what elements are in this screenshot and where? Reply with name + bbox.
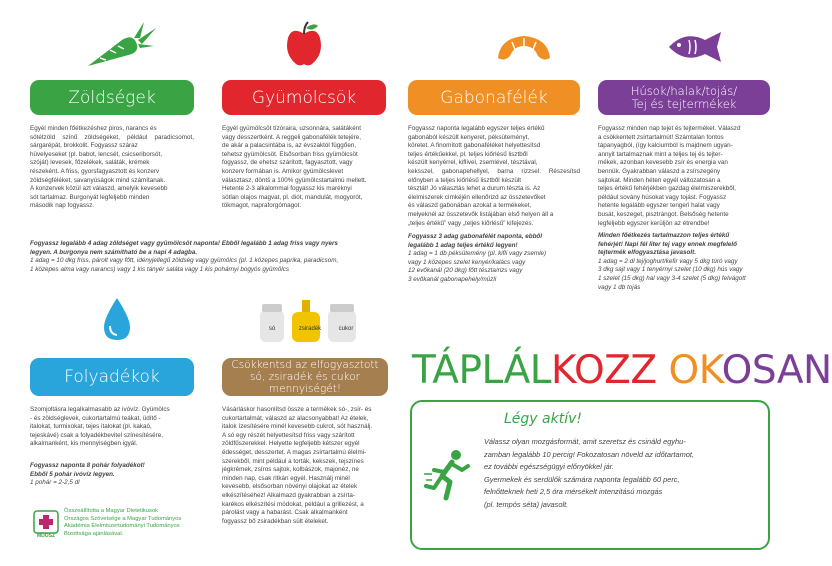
veg-fruit-recommendation: Fogyassz legalább 4 adag zöldséget vagy gyümölcsöt naponta! Ebből legalább 1 adag friss vagy nyers legyen. A burgonya nem számítható be a napi 4 adagba. 1 adag = 10 dkg friss, párolt vagy főtt, idényjellegű zöldség vagy gyümölcs (pl. 1 közepes paprika, paradicsom, 1 közepes alma vagy narancs) vagy 1 kis tányér saláta vagy 1 kis pohárnyi bogyós gyümölcs: [30, 240, 339, 273]
proteins-body: Fogyassz minden nap tejet és tejterméket. Válaszd a csökkentett zsírtartalmút! Számtalan fontos tápanyagból, (így kalciumból is majdnem ugyan- annyit tartalmaznak mint a teljes tej és tejter- mékek, azonban kevesebb zsír és energia van bennük. Gyakrabban válaszd a zsírszegény sajtokat. Minden héten egyél változatosan a teljes értékű fehérjékben gazdag élelmiszerekből, például sovány húsokat vagy tojást. Fogyassz hetente legalább egyszer tengeri halat vagy busát, keszeget, pisztrángot. Belsőség hetente legfeljebb egyszer kerüljön az étrendbe!: [598, 125, 741, 227]
mdosz-credit: Összeállította a Magyar Dietetikusok Országos Szövetsége a Magyar Tudományos Akadémia Élelmiszertudományi Tudományos Bizottsága ajánlásával.: [64, 508, 182, 537]
header-proteins: [598, 80, 770, 115]
header-proteins-line2: Tej és tejtermékek: [631, 96, 737, 111]
fluids-recommendation: Fogyassz naponta 8 pohár folyadékot! Ebből 5 pohár ivóvíz legyen. 1 pohár = 2-2,5 dl: [30, 462, 145, 487]
grains-body: Fogyassz naponta legalább egyszer teljes értékű gabonából készült kenyeret, péksüteményt, köretet. A finomított gabonaféléket helyettesítsd teljes értékűekkel, pl. teljes kiőrlésű lisztből készült kenyérrel, kiflivel, zsemlével, tésztával, keksszel, gabonapehellyel, barna rizzsel. Részesítsd előnyben a teljes kiőrlésű lisztből készült tésztát! Jó választás lehet a durum tészta is. Az élelmiszerek címkéjén ellenőrizd az összetevőket és válaszd gabonában azokat a termékeket, melyeknél az összetevők listájában első helyen áll a „teljes értékű” vagy „teljes kiőrlésű” kifejezés.: [408, 125, 580, 227]
proteins-recommendation: Minden főétkezés tartalmazzon teljes értékű fehérjét! Napi fél liter tej vagy ennek megfelelő tejtermék elfogyasztása javasolt. 1 adag = 2 dl tej/joghurt/kefir vagy 5 dkg túró vagy 3 dkg sajt vagy 1 tenyérnyi szelet (10 dkg) hús vagy 1 szelet (15 dkg) hal vagy 3-4 szelet (5 dkg) felvágott vagy 1 db tojás: [598, 232, 746, 291]
reduce-body: Vásárláskor hasonlítsd össze a termékek só-, zsír- és cukortartalmát, válaszd az alacsonyabbat! Az ételek, italok ízesítésére minél kevesebb cukrot, sót használj. A só egy részét helyettesítsd friss vagy szárított zöldfűszerekkel. Helyette legfeljebb kétszer egyél édességet, desszertet. A magas zsírtartalmú élelmi- szerekből, mint például a torták, kekszek, tejszínes jégkrémek, zsíros sajtok, kolbászok, majonéz, ne minden nap, csak ritkán egyél. Használj minél kevesebb, elsősorban növényi olajokat az ételek elkészítéséhez! Alkalmazd gyakrabban a zsírta- karékos elkészítési módokat, például a grillezést, a párolást vagy a habarást. Csak alkalmanként fogyassz bő zsiradékban sült ételeket.: [222, 406, 373, 525]
jar-label-salt: só: [268, 326, 276, 332]
fish-icon: [665, 30, 723, 64]
header-reduce: Csökkentsd az elfogyasztott só, zsiradék és cukor mennyiségét!: [222, 358, 388, 396]
brand-title: [412, 348, 832, 393]
water-drop-icon: [100, 296, 134, 342]
activity-title: Légy aktív!: [504, 411, 582, 427]
header-proteins-line1: Húsok/halak/tojás/: [630, 83, 738, 98]
header-vegetables: Zöldségek: [30, 80, 194, 115]
activity-text: Válassz olyan mozgásformát, amit szeretsz és csináld egyhu- zamban legalább 10 percig! Fokozatosan növeld az időtartamot, ez további egészségügyi előnyökkel jár. Gyermekek és serdülők számára naponta legalább 60 perc, felnőtteknek heti 2,5 óra mérsékelt intenzitású mozgás (pl. tempós séta) javasolt.: [484, 437, 694, 509]
header-fruits: Gyümölcsök: [222, 80, 386, 115]
jar-label-sugar: cukor: [338, 326, 354, 332]
brand-part-2: KOZZ: [551, 348, 669, 393]
mdosz-logo-text: MDOSZ: [36, 533, 56, 539]
carrot-icon: [82, 18, 158, 70]
header-fluids: Folyadékok: [30, 358, 194, 396]
apple-icon: [284, 20, 324, 68]
salt-fat-sugar-jars-icon: [252, 296, 364, 344]
grains-recommendation: Fogyassz 3 adag gabonafélét naponta, ebből legalább 1 adag teljes értékű legyen! 1 adag = 1 db péksütemény (pl. kifli vagy zsemle) vagy 1 közepes szelet kenyér/kalács vagy 12 evőkanál (20 dkg) főtt tészta/rizs vagy 3 evőkanál gabonapehely/müzli: [408, 233, 547, 283]
header-grains: Gabonafélék: [408, 80, 580, 115]
fluids-body: Szomjoltásra legalkalmasabb az ivóvíz. Gyümölcs - és zöldséglevek, cukortartalmú teákat, üdítő - italokat, turmixokat, tejes italokat (pl. kakaó, tejeskávé) csak a folyadékbevitel színesítésére, alkalmanként, kis mennyiségben igyál.: [30, 406, 170, 448]
fruits-body: Egyél gyümölcsöt tízóraira, uzsonnára, salátáként vagy desszertként. A reggeli gabonafélék tetejére, de akár a palacsintába is, az évszaktól függően, tehetsz gyümölcsöt. Elsősorban friss gyümölcsöt fogyassz, de ehetsz szárított, fagyasztott, vagy konzerv formában is. Amikor gyümölcslevet választasz, döntš a 100% gyümölcstartalmú mellett. Hetente 2-3 alkalommal fogyassz kis maréknyi sótlan olajos magvat, pl. diót, mandulát, mogyorót, tökmagot, napraforgómagot.: [222, 125, 367, 210]
jar-label-fat: zsiradék: [298, 326, 322, 332]
runner-icon: [424, 448, 472, 502]
brand-part-3: OK: [668, 348, 722, 393]
croissant-icon: [494, 28, 554, 68]
brand-part-4: OSAN: [721, 348, 832, 393]
brand-part-1: TÁPLÁL: [412, 348, 552, 393]
vegetables-body: Egyél minden főétkezéshez piros, narancs és sötétzöld színű zöldségeket, például paradicsomot, sárgarépát, brokkolit. Fogyassz száraz hüvelyeseket (pl. babot, lencsét, csicseriborsót, szóját) levesek, főzelékek, saláták, krémek részeként. A friss, gyorsfagyasztott és konzerv zöldségféléket, savanyúságok mind számítanak. A konzervek közül azt válaszd, amelyik kevesebb sót tartalmaz. Burgonyát legfeljebb minden második nap fogyassz.: [30, 125, 194, 210]
